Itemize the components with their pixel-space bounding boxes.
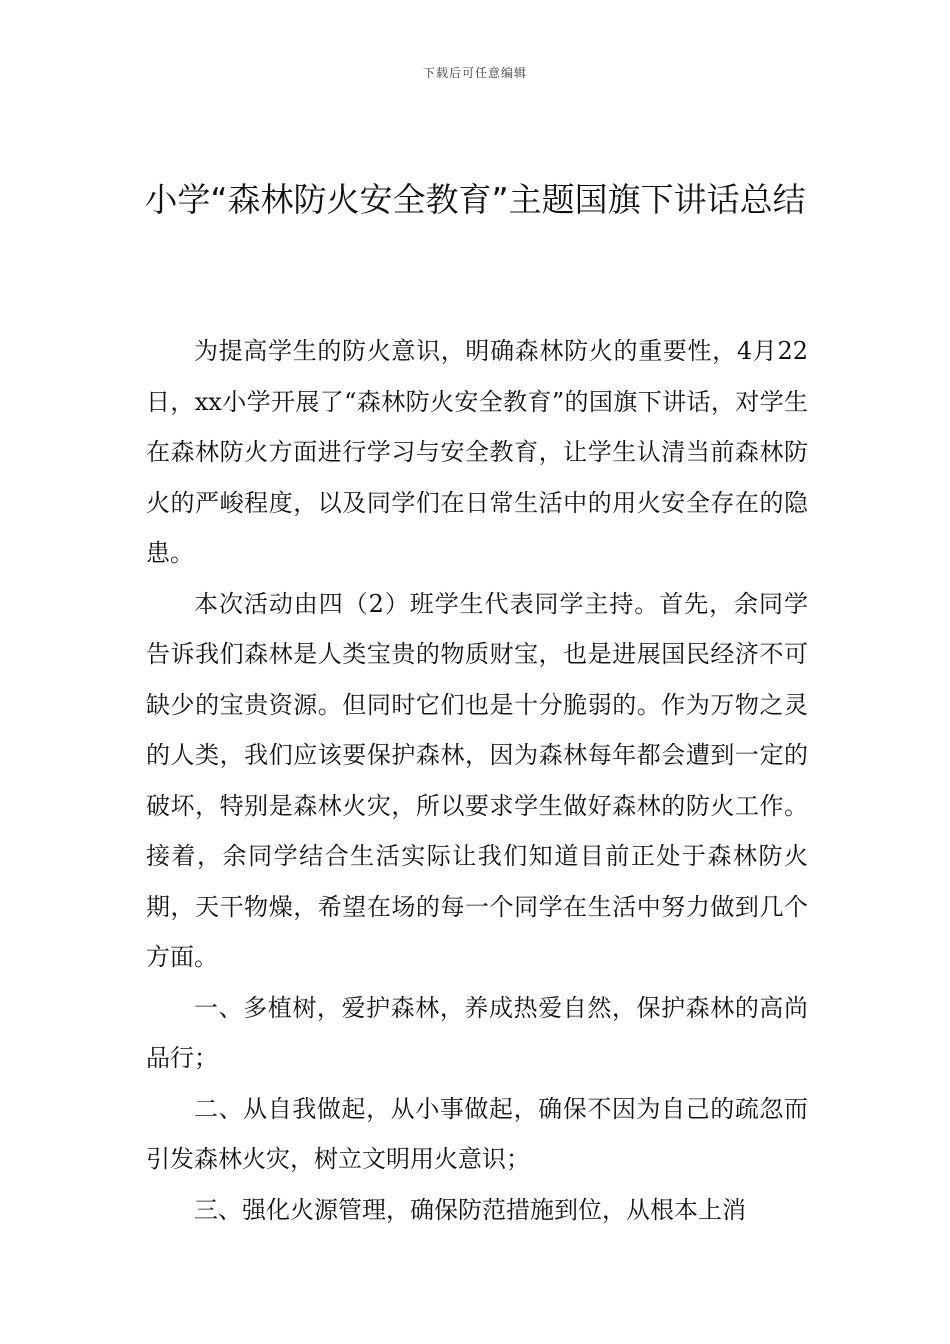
- paragraph-point-3: 三、强化火源管理，确保防范措施到位，从根本上消: [194, 1195, 746, 1224]
- header-note: 下载后可任意编辑: [422, 66, 527, 80]
- paragraph-intro: 为提高学生的防火意识，明确森林防火的重要性，4月22日，xx小学开展了“森林防火安全教育”的国旗下讲话，对学生在森林防火方面进行学习与安全教育，让学生认清当前森林防火的严峻程度，以及同学们在日常生活中的用火安全存在的隐患。: [146, 337, 808, 567]
- paragraph-point-1: 一、多植树，爱护森林，养成热爱自然，保护森林的高尚品行；: [146, 993, 808, 1072]
- document-title: 小学“森林防火安全教育”主题国旗下讲话总结: [144, 180, 806, 219]
- paragraph-point-2: 二、从自我做起，从小事做起，确保不因为自己的疏忽而引发森林火灾，树立文明用火意识；: [146, 1094, 808, 1173]
- document-body: [146, 326, 808, 1235]
- paragraph-activity: 本次活动由四（2）班学生代表同学主持。首先，余同学告诉我们森林是人类宝贵的物质财宝，也是进展国民经济不可缺少的宝贵资源。但同时它们也是十分脆弱的。作为万物之灵的人类，我们应该要保护森林，因为森林每年都会遭到一定的破坏，特别是森林火灾，所以要求学生做好森林的防火工作。接着，余同学结合生活实际让我们知道目前正处于森林防火期，天干物燥，希望在场的每一个同学在生活中努力做到几个方面。: [146, 589, 808, 971]
